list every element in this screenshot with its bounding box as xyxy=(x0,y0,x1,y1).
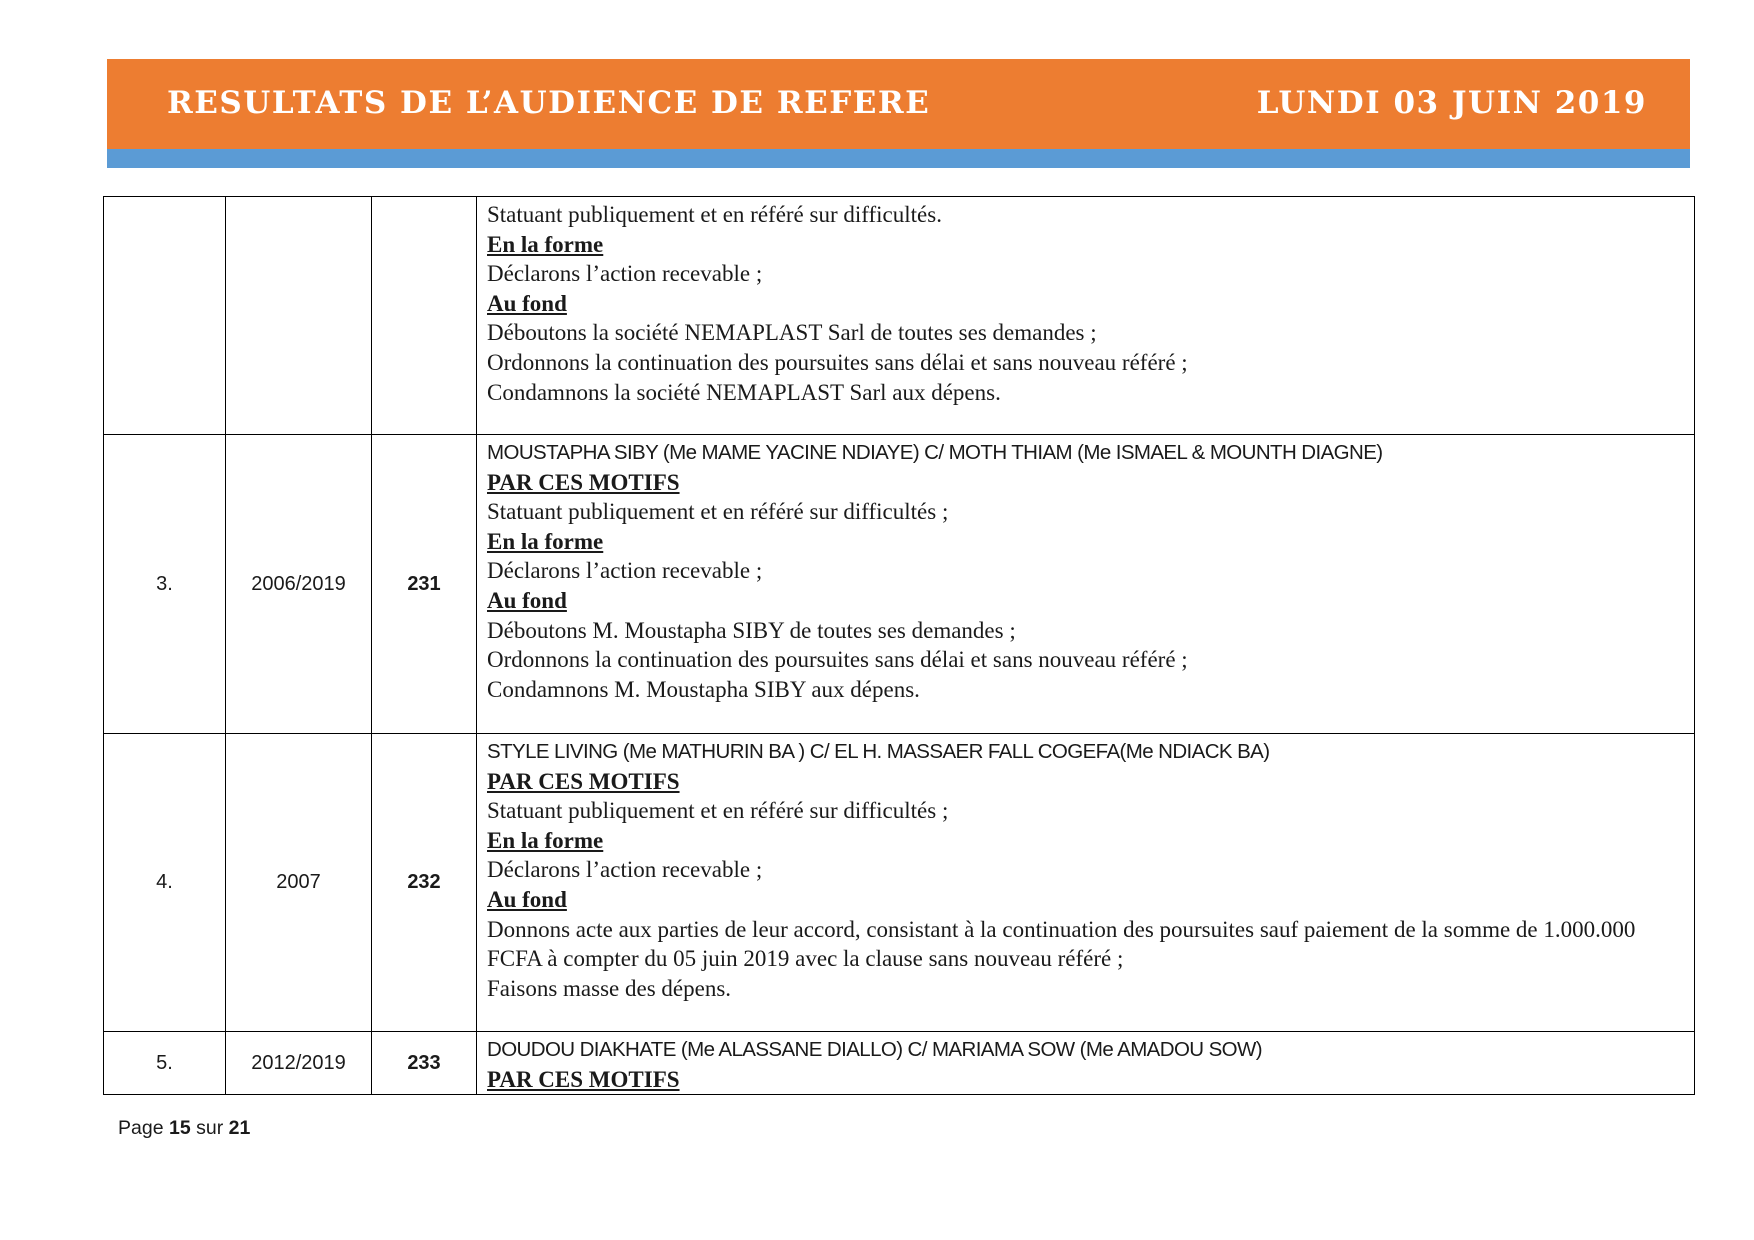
registry-number xyxy=(226,197,372,435)
header-stripe xyxy=(107,149,1690,168)
section-heading: Au fond xyxy=(487,290,567,316)
decision-line: Condamnons la société NEMAPLAST Sarl aux dépens. xyxy=(487,379,1001,405)
ordonnance-number: 233 xyxy=(372,1032,477,1095)
registry-number: 2012/2019 xyxy=(226,1032,372,1095)
case-number: 4. xyxy=(104,734,226,1032)
decision-cell xyxy=(477,197,1695,435)
decision-cell xyxy=(477,435,1695,734)
page-title: RESULTATS DE L’AUDIENCE DE REFERE xyxy=(167,85,931,121)
section-heading: PAR CES MOTIFS xyxy=(487,1066,680,1092)
ordonnance-number: 231 xyxy=(372,435,477,734)
registry-number: 2006/2019 xyxy=(226,435,372,734)
decision-line: Donnons acte aux parties de leur accord, consistant à la continuation des poursuites sauf paiement de la somme de 1.000.000 FCFA à compter du 05 juin 2019 avec la clause sans nouveau référé ; xyxy=(487,916,1636,972)
registry-number: 2007 xyxy=(226,734,372,1032)
parties-line: MOUSTAPHA SIBY (Me MAME YACINE NDIAYE) C/ MOTH THIAM (Me ISMAEL & MOUNTH DIAGNE) xyxy=(487,441,1383,464)
case-number: 3. xyxy=(104,435,226,734)
section-heading: En la forme xyxy=(487,528,604,554)
decision-line: Statuant publiquement et en référé sur difficultés ; xyxy=(487,798,949,824)
section-heading: PAR CES MOTIFS xyxy=(487,469,680,495)
decision-line: Déclarons l’action recevable ; xyxy=(487,558,763,584)
parties-line: DOUDOU DIAKHATE (Me ALASSANE DIALLO) C/ MARIAMA SOW (Me AMADOU SOW) xyxy=(487,1038,1262,1061)
section-heading: En la forme xyxy=(487,827,604,853)
section-heading: PAR CES MOTIFS xyxy=(487,768,680,794)
case-number: 5. xyxy=(104,1032,226,1095)
decision-cell xyxy=(477,1032,1695,1095)
decision-line: Déboutons M. Moustapha SIBY de toutes ses demandes ; xyxy=(487,617,1016,643)
page-footer xyxy=(118,1117,250,1140)
ordonnance-number xyxy=(372,197,477,435)
page-of-label: sur xyxy=(196,1117,224,1139)
table-row xyxy=(104,197,1695,435)
decision-line: Statuant publiquement et en référé sur difficultés ; xyxy=(487,499,949,525)
page-total: 21 xyxy=(228,1117,251,1139)
ordonnance-number: 232 xyxy=(372,734,477,1032)
decision-line: Ordonnons la continuation des poursuites sans délai et sans nouveau référé ; xyxy=(487,349,1188,375)
decision-line: Statuant publiquement et en référé sur difficultés. xyxy=(487,202,942,227)
hearing-date: LUNDI 03 JUIN 2019 xyxy=(1256,85,1647,121)
section-heading: Au fond xyxy=(487,587,567,613)
decision-line: Condamnons M. Moustapha SIBY aux dépens. xyxy=(487,676,920,702)
decision-line: Faisons masse des dépens. xyxy=(487,975,732,1001)
page-label: Page xyxy=(118,1117,164,1139)
decision-line: Déclarons l’action recevable ; xyxy=(487,261,763,287)
decision-line: Ordonnons la continuation des poursuites sans délai et sans nouveau référé ; xyxy=(487,647,1188,673)
table-row xyxy=(104,435,1695,734)
page-current: 15 xyxy=(168,1117,191,1139)
results-table xyxy=(103,196,1695,1095)
table-row xyxy=(104,734,1695,1032)
section-heading: En la forme xyxy=(487,231,604,257)
case-number xyxy=(104,197,226,435)
decision-line: Déboutons la société NEMAPLAST Sarl de toutes ses demandes ; xyxy=(487,320,1097,346)
table-row xyxy=(104,1032,1695,1095)
decision-line: Déclarons l’action recevable ; xyxy=(487,857,763,883)
section-heading: Au fond xyxy=(487,886,567,912)
parties-line: STYLE LIVING (Me MATHURIN BA ) C/ EL H. MASSAER FALL COGEFA(Me NDIACK BA) xyxy=(487,740,1270,763)
decision-cell xyxy=(477,734,1695,1032)
